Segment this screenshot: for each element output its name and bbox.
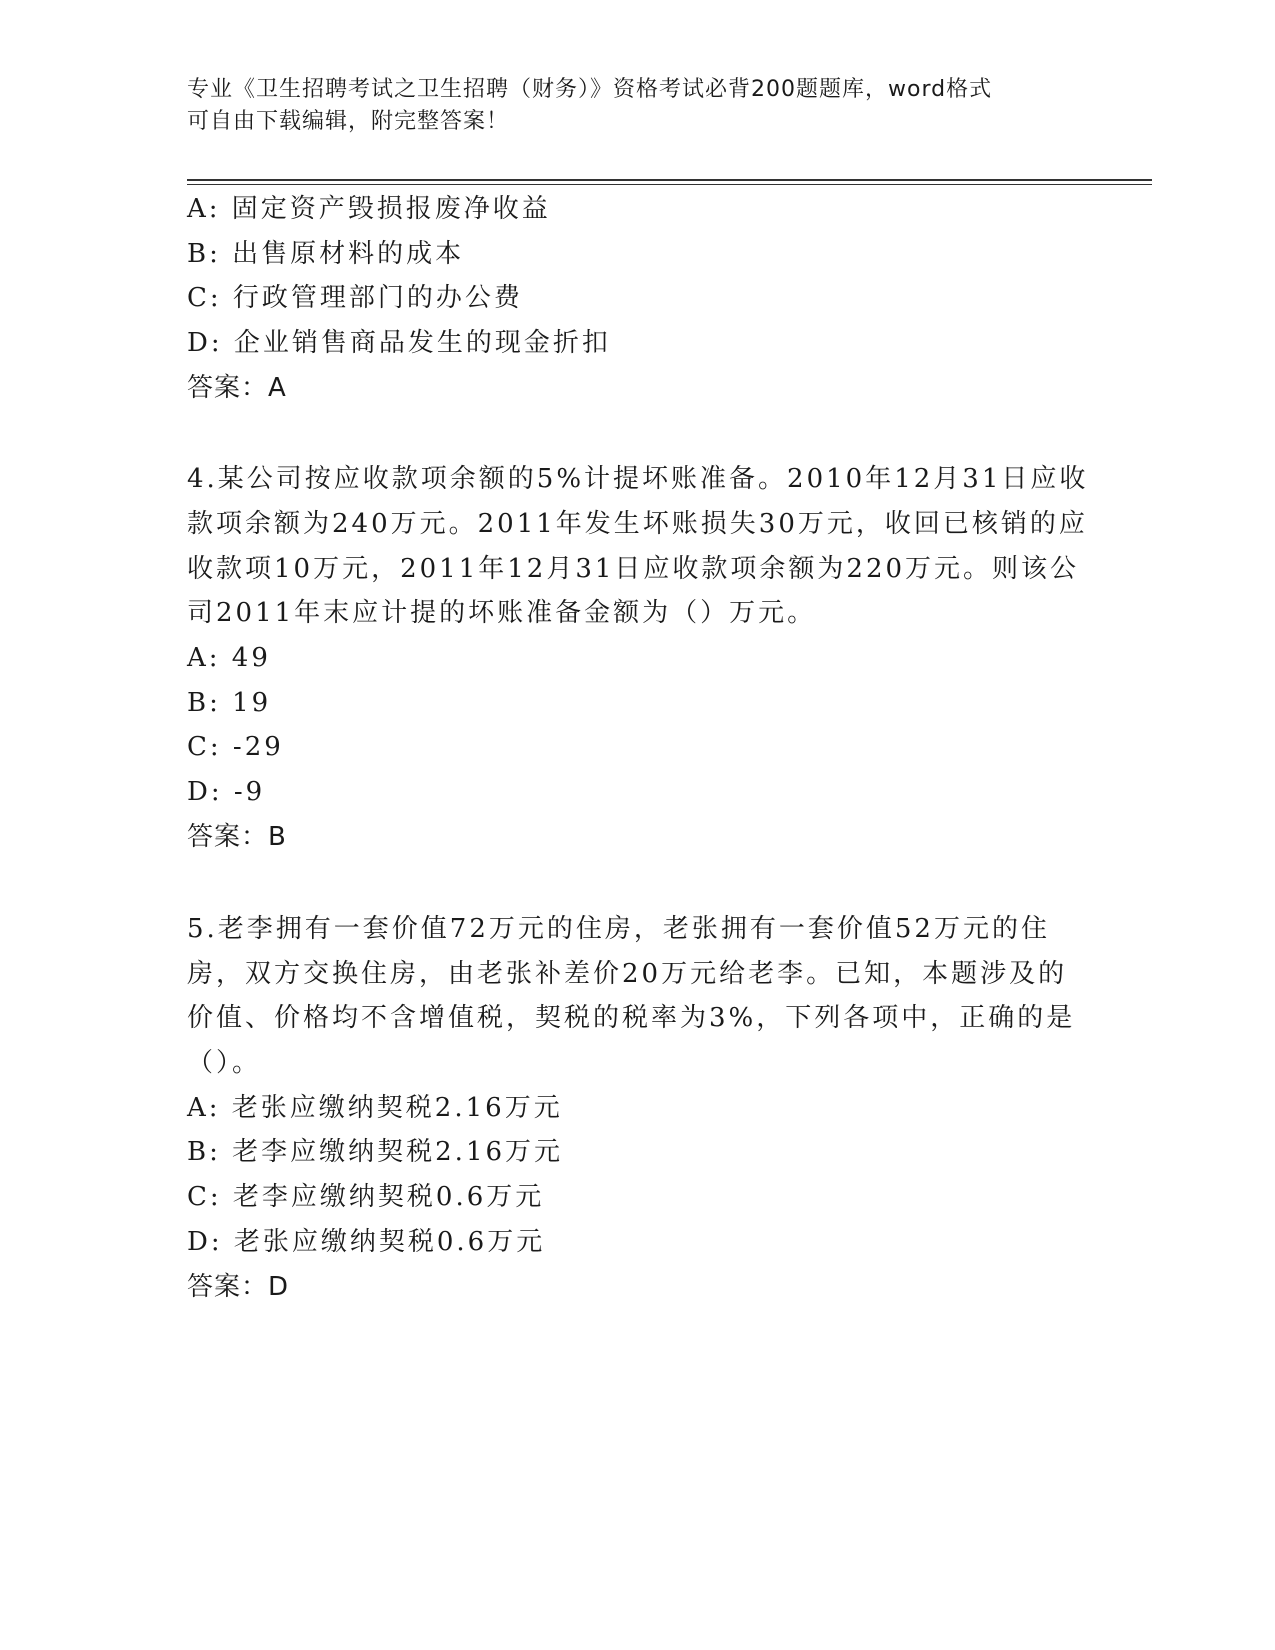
q3-option-b: B: 出售原材料的成本 [187,239,465,269]
header-divider-thin [187,184,1152,185]
q5-stem-line-1: 5.老李拥有一套价值72万元的住房，老张拥有一套价值52万元的住 [187,914,1050,944]
q4-option-a: A: 49 [187,643,271,673]
q4-stem-line-2: 款项余额为240万元。2011年发生坏账损失30万元，收回已核销的应 [187,509,1088,539]
q5-stem-line-4: （）。 [187,1048,262,1078]
q4-stem-line-1: 4.某公司按应收款项余额的5%计提坏账准备。2010年12月31日应收 [187,464,1089,494]
q3-option-a: A: 固定资产毁损报废净收益 [187,194,551,224]
document-header [187,74,1067,138]
q4-stem-line-4: 司2011年末应计提的坏账准备金额为（）万元。 [187,598,817,628]
q5-answer: 答案：D [187,1272,290,1302]
q3-option-c: C: 行政管理部门的办公费 [187,283,523,313]
q5-option-c: C: 老李应缴纳契税0.6万元 [187,1182,545,1212]
q4-option-d: D: -9 [187,777,266,807]
q5-stem-line-3: 价值、价格均不含增值税，契税的税率为3%，下列各项中，正确的是 [187,1003,1076,1033]
header-line-1: 专业《卫生招聘考试之卫生招聘（财务）》资格考试必背200题题库，word格式 [187,77,993,102]
q4-stem-line-3: 收款项10万元，2011年12月31日应收款项余额为220万元。则该公 [187,554,1080,584]
q4-option-b: B: 19 [187,688,272,718]
q5-option-d: D: 老张应缴纳契税0.6万元 [187,1227,546,1257]
q4-answer: 答案：B [187,822,287,852]
q5-option-a: A: 老张应缴纳契税2.16万元 [187,1093,563,1123]
q5-option-b: B: 老李应缴纳契税2.16万元 [187,1137,564,1167]
q4-option-c: C: -29 [187,732,284,762]
q5-stem-line-2: 房，双方交换住房，由老张补差价20万元给老李。已知，本题涉及的 [187,959,1068,989]
q3-option-d: D: 企业销售商品发生的现金折扣 [187,328,611,358]
header-line-2: 可自由下载编辑，附完整答案！ [187,109,510,134]
header-divider-thick [187,179,1152,181]
q3-answer: 答案：A [187,373,287,403]
